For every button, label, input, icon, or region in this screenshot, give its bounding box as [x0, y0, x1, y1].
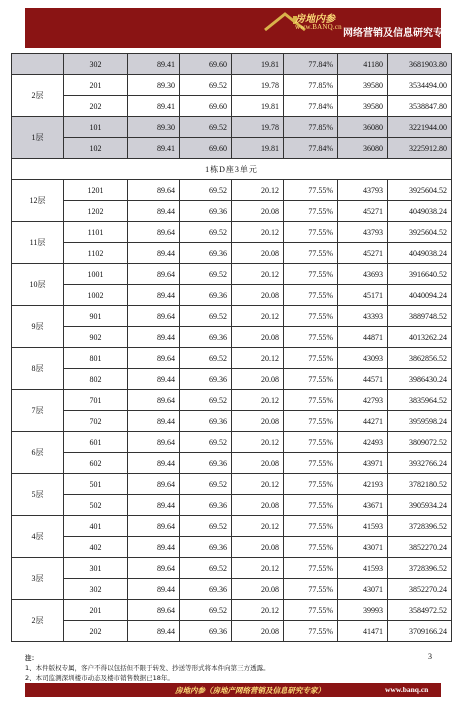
ratio-cell: 77.55% — [284, 180, 338, 201]
price-cell: 39993 — [338, 600, 388, 621]
inner-cell: 69.52 — [180, 474, 232, 495]
table-row — [12, 579, 452, 600]
total-cell: 3534494.00 — [388, 75, 452, 96]
shared-cell: 20.08 — [232, 327, 284, 348]
total-cell: 3925604.52 — [388, 222, 452, 243]
inner-cell: 69.52 — [180, 558, 232, 579]
shared-cell: 20.08 — [232, 201, 284, 222]
table-row — [12, 432, 452, 453]
shared-cell: 19.81 — [232, 54, 284, 75]
area-cell: 89.30 — [128, 75, 180, 96]
total-cell: 3889748.52 — [388, 306, 452, 327]
total-cell: 3905934.24 — [388, 495, 452, 516]
price-cell: 43093 — [338, 348, 388, 369]
room-cell: 1001 — [64, 264, 128, 285]
shared-cell: 20.12 — [232, 600, 284, 621]
floor-cell: 3层 — [12, 558, 64, 600]
table-row — [12, 390, 452, 411]
room-cell: 301 — [64, 558, 128, 579]
shared-cell: 20.12 — [232, 558, 284, 579]
inner-cell: 69.52 — [180, 180, 232, 201]
room-cell: 702 — [64, 411, 128, 432]
floor-cell: 9层 — [12, 306, 64, 348]
floor-cell: 11层 — [12, 222, 64, 264]
area-cell: 89.64 — [128, 390, 180, 411]
total-cell: 3709166.24 — [388, 621, 452, 642]
room-cell: 101 — [64, 117, 128, 138]
shared-cell: 20.08 — [232, 621, 284, 642]
floor-cell — [12, 54, 64, 75]
price-cell: 43793 — [338, 222, 388, 243]
ratio-cell: 77.55% — [284, 600, 338, 621]
ratio-cell: 77.55% — [284, 243, 338, 264]
table-row — [12, 348, 452, 369]
inner-cell: 69.52 — [180, 432, 232, 453]
area-cell: 89.44 — [128, 621, 180, 642]
total-cell: 3932766.24 — [388, 453, 452, 474]
shared-cell: 19.81 — [232, 138, 284, 159]
area-cell: 89.44 — [128, 369, 180, 390]
total-cell: 4049038.24 — [388, 201, 452, 222]
ratio-cell: 77.84% — [284, 96, 338, 117]
table-row — [12, 243, 452, 264]
section-row — [12, 159, 452, 180]
inner-cell: 69.52 — [180, 222, 232, 243]
banner-url: www.BANQ.cn — [295, 23, 342, 31]
ratio-cell: 77.55% — [284, 537, 338, 558]
price-cell: 44871 — [338, 327, 388, 348]
price-cell: 41180 — [338, 54, 388, 75]
area-cell: 89.44 — [128, 327, 180, 348]
area-cell: 89.64 — [128, 222, 180, 243]
ratio-cell: 77.55% — [284, 474, 338, 495]
ratio-cell: 77.84% — [284, 54, 338, 75]
table-row — [12, 96, 452, 117]
total-cell: 3584972.52 — [388, 600, 452, 621]
shared-cell: 20.12 — [232, 348, 284, 369]
total-cell: 3862856.52 — [388, 348, 452, 369]
ratio-cell: 77.55% — [284, 369, 338, 390]
floor-cell: 5层 — [12, 474, 64, 516]
room-cell: 401 — [64, 516, 128, 537]
notes-line-2: 2、本司监测深圳楼市动态及楼市销售数据已18年。 — [25, 674, 174, 682]
area-cell: 89.64 — [128, 432, 180, 453]
price-cell: 43393 — [338, 306, 388, 327]
inner-cell: 69.60 — [180, 54, 232, 75]
room-cell: 1102 — [64, 243, 128, 264]
floor-cell: 2层 — [12, 75, 64, 117]
banner-title: 网络营销及信息研究专家 — [343, 28, 453, 39]
total-cell: 3852270.24 — [388, 537, 452, 558]
inner-cell: 69.52 — [180, 390, 232, 411]
units-top-body — [12, 54, 452, 159]
room-cell: 201 — [64, 75, 128, 96]
ratio-cell: 77.55% — [284, 306, 338, 327]
ratio-cell: 77.85% — [284, 117, 338, 138]
total-cell: 4040094.24 — [388, 285, 452, 306]
floor-cell: 7层 — [12, 390, 64, 432]
total-cell: 3959598.24 — [388, 411, 452, 432]
inner-cell: 69.52 — [180, 75, 232, 96]
price-cell: 44571 — [338, 369, 388, 390]
area-cell: 89.44 — [128, 243, 180, 264]
table-row — [12, 600, 452, 621]
floor-cell: 4层 — [12, 516, 64, 558]
price-cell: 43071 — [338, 537, 388, 558]
total-cell: 3681903.80 — [388, 54, 452, 75]
shared-cell: 20.08 — [232, 537, 284, 558]
area-cell: 89.44 — [128, 495, 180, 516]
shared-cell: 20.08 — [232, 243, 284, 264]
room-cell: 1101 — [64, 222, 128, 243]
area-cell: 89.44 — [128, 453, 180, 474]
shared-cell: 20.12 — [232, 474, 284, 495]
table-row — [12, 138, 452, 159]
room-cell: 202 — [64, 96, 128, 117]
table-row — [12, 537, 452, 558]
shared-cell: 20.12 — [232, 180, 284, 201]
room-cell: 502 — [64, 495, 128, 516]
price-cell: 43071 — [338, 579, 388, 600]
shared-cell: 20.12 — [232, 264, 284, 285]
ratio-cell: 77.55% — [284, 579, 338, 600]
table-row — [12, 411, 452, 432]
price-cell: 36080 — [338, 138, 388, 159]
inner-cell: 69.36 — [180, 243, 232, 264]
ratio-cell: 77.55% — [284, 432, 338, 453]
room-cell: 802 — [64, 369, 128, 390]
inner-cell: 69.36 — [180, 621, 232, 642]
price-cell: 42193 — [338, 474, 388, 495]
room-cell: 902 — [64, 327, 128, 348]
total-cell: 3538847.80 — [388, 96, 452, 117]
area-cell: 89.44 — [128, 285, 180, 306]
table-row — [12, 306, 452, 327]
floor-cell: 12层 — [12, 180, 64, 222]
footer-text: 房地内参（房地产网络营销及信息研究专家） — [175, 686, 325, 695]
area-cell: 89.41 — [128, 54, 180, 75]
table-row — [12, 222, 452, 243]
shared-cell: 19.81 — [232, 96, 284, 117]
shared-cell: 20.08 — [232, 411, 284, 432]
ratio-cell: 77.55% — [284, 327, 338, 348]
price-cell: 39580 — [338, 96, 388, 117]
shared-cell: 20.12 — [232, 390, 284, 411]
banner-brand: 房地内参 — [295, 14, 335, 25]
area-cell: 89.44 — [128, 579, 180, 600]
table-row — [12, 453, 452, 474]
page-number: 3 — [428, 652, 432, 661]
floor-cell: 10层 — [12, 264, 64, 306]
ratio-cell: 77.55% — [284, 222, 338, 243]
inner-cell: 69.36 — [180, 453, 232, 474]
total-cell: 3809072.52 — [388, 432, 452, 453]
header-banner — [25, 8, 453, 48]
shared-cell: 20.12 — [232, 306, 284, 327]
ratio-cell: 77.55% — [284, 453, 338, 474]
inner-cell: 69.52 — [180, 264, 232, 285]
shared-cell: 20.12 — [232, 222, 284, 243]
room-cell: 102 — [64, 138, 128, 159]
area-cell: 89.41 — [128, 138, 180, 159]
inner-cell: 69.52 — [180, 600, 232, 621]
room-cell: 302 — [64, 54, 128, 75]
ratio-cell: 77.55% — [284, 558, 338, 579]
total-cell: 3835964.52 — [388, 390, 452, 411]
notes-line-1: 1、本件版权专属，客户不得以包括但不限于转发、抄送等形式将本件向第三方透露。 — [25, 664, 270, 672]
ratio-cell: 77.84% — [284, 138, 338, 159]
inner-cell: 69.36 — [180, 411, 232, 432]
inner-cell: 69.36 — [180, 369, 232, 390]
price-cell: 41593 — [338, 558, 388, 579]
shared-cell: 20.12 — [232, 516, 284, 537]
total-cell: 3925604.52 — [388, 180, 452, 201]
total-cell: 3852270.24 — [388, 579, 452, 600]
area-cell: 89.30 — [128, 117, 180, 138]
table-row — [12, 201, 452, 222]
total-cell: 4049038.24 — [388, 243, 452, 264]
price-cell: 44271 — [338, 411, 388, 432]
total-cell: 3728396.52 — [388, 516, 452, 537]
price-cell: 43693 — [338, 264, 388, 285]
room-cell: 801 — [64, 348, 128, 369]
notes-title: 注： — [25, 654, 38, 662]
footer-banner — [25, 683, 441, 697]
room-cell: 601 — [64, 432, 128, 453]
floor-cell: 2层 — [12, 600, 64, 642]
area-cell: 89.64 — [128, 474, 180, 495]
inner-cell: 69.36 — [180, 327, 232, 348]
section-title: 1栋D座3单元 — [12, 159, 452, 180]
inner-cell: 69.52 — [180, 306, 232, 327]
inner-cell: 69.36 — [180, 201, 232, 222]
total-cell: 3782180.52 — [388, 474, 452, 495]
total-cell: 3986430.24 — [388, 369, 452, 390]
floor-cell: 6层 — [12, 432, 64, 474]
table-row — [12, 495, 452, 516]
table-row — [12, 264, 452, 285]
price-cell: 43971 — [338, 453, 388, 474]
section-body — [12, 159, 452, 180]
area-cell: 89.64 — [128, 306, 180, 327]
inner-cell: 69.60 — [180, 96, 232, 117]
ratio-cell: 77.55% — [284, 285, 338, 306]
area-cell: 89.64 — [128, 600, 180, 621]
room-cell: 701 — [64, 390, 128, 411]
inner-cell: 69.60 — [180, 138, 232, 159]
area-cell: 89.64 — [128, 558, 180, 579]
total-cell: 3225912.80 — [388, 138, 452, 159]
ratio-cell: 77.55% — [284, 264, 338, 285]
table-row — [12, 327, 452, 348]
area-cell: 89.64 — [128, 516, 180, 537]
area-cell: 89.44 — [128, 537, 180, 558]
floor-cell: 1层 — [12, 117, 64, 159]
footer-url: www.banq.cn — [385, 685, 429, 694]
ratio-cell: 77.85% — [284, 75, 338, 96]
total-cell: 3221944.00 — [388, 117, 452, 138]
price-cell: 41471 — [338, 621, 388, 642]
shared-cell: 20.08 — [232, 495, 284, 516]
area-cell: 89.44 — [128, 201, 180, 222]
table-row — [12, 474, 452, 495]
table-row — [12, 558, 452, 579]
ratio-cell: 77.55% — [284, 348, 338, 369]
price-table — [11, 53, 452, 642]
ratio-cell: 77.55% — [284, 201, 338, 222]
room-cell: 901 — [64, 306, 128, 327]
table-row — [12, 54, 452, 75]
shared-cell: 20.08 — [232, 369, 284, 390]
table-row — [12, 369, 452, 390]
total-cell: 3728396.52 — [388, 558, 452, 579]
price-cell: 43671 — [338, 495, 388, 516]
ratio-cell: 77.55% — [284, 516, 338, 537]
shared-cell: 20.12 — [232, 432, 284, 453]
area-cell: 89.64 — [128, 180, 180, 201]
room-cell: 602 — [64, 453, 128, 474]
inner-cell: 69.36 — [180, 537, 232, 558]
room-cell: 501 — [64, 474, 128, 495]
area-cell: 89.44 — [128, 411, 180, 432]
table-row — [12, 117, 452, 138]
price-cell: 39580 — [338, 75, 388, 96]
notes — [25, 653, 415, 683]
room-cell: 202 — [64, 621, 128, 642]
shared-cell: 19.78 — [232, 75, 284, 96]
price-cell: 45271 — [338, 201, 388, 222]
inner-cell: 69.36 — [180, 579, 232, 600]
shared-cell: 19.78 — [232, 117, 284, 138]
inner-cell: 69.36 — [180, 285, 232, 306]
price-cell: 43793 — [338, 180, 388, 201]
room-cell: 302 — [64, 579, 128, 600]
total-cell: 4013262.24 — [388, 327, 452, 348]
total-cell: 3916640.52 — [388, 264, 452, 285]
room-cell: 1202 — [64, 201, 128, 222]
ratio-cell: 77.55% — [284, 411, 338, 432]
price-cell: 42793 — [338, 390, 388, 411]
table-row — [12, 285, 452, 306]
room-cell: 201 — [64, 600, 128, 621]
floor-cell: 8层 — [12, 348, 64, 390]
shared-cell: 20.08 — [232, 453, 284, 474]
shared-cell: 20.08 — [232, 579, 284, 600]
price-table-wrapper — [11, 53, 451, 642]
units-main-body — [12, 180, 452, 642]
inner-cell: 69.36 — [180, 495, 232, 516]
ratio-cell: 77.55% — [284, 390, 338, 411]
price-cell: 45171 — [338, 285, 388, 306]
inner-cell: 69.52 — [180, 348, 232, 369]
room-cell: 1002 — [64, 285, 128, 306]
area-cell: 89.64 — [128, 348, 180, 369]
room-cell: 402 — [64, 537, 128, 558]
inner-cell: 69.52 — [180, 516, 232, 537]
shared-cell: 20.08 — [232, 285, 284, 306]
inner-cell: 69.52 — [180, 117, 232, 138]
price-cell: 45271 — [338, 243, 388, 264]
ratio-cell: 77.55% — [284, 621, 338, 642]
area-cell: 89.41 — [128, 96, 180, 117]
room-cell: 1201 — [64, 180, 128, 201]
price-cell: 41593 — [338, 516, 388, 537]
price-cell: 36080 — [338, 117, 388, 138]
table-row — [12, 180, 452, 201]
area-cell: 89.64 — [128, 264, 180, 285]
ratio-cell: 77.55% — [284, 495, 338, 516]
table-row — [12, 75, 452, 96]
table-row — [12, 621, 452, 642]
price-cell: 42493 — [338, 432, 388, 453]
table-row — [12, 516, 452, 537]
